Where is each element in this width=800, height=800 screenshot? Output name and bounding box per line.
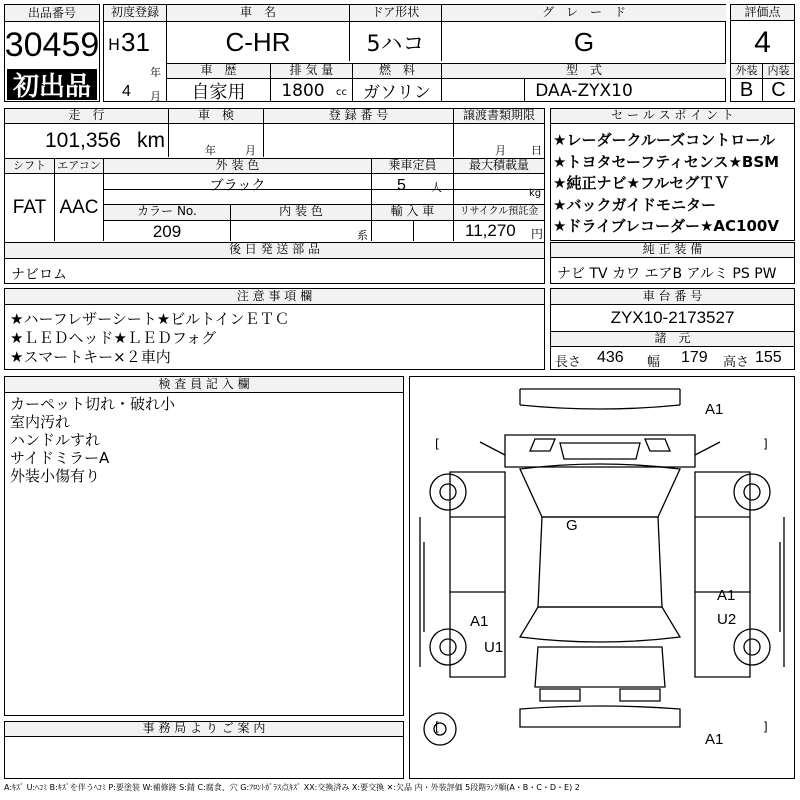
sales-points-label: セ ー ル ス ポ イ ン ト bbox=[551, 109, 794, 124]
car-diagram bbox=[410, 377, 794, 778]
notes-label: 注 意 事 項 欄 bbox=[5, 289, 544, 305]
sales-point: ★バックガイドモニター bbox=[553, 195, 716, 214]
first-reg-label: 初度登録 bbox=[104, 5, 166, 21]
header-grid bbox=[103, 4, 726, 102]
bracket-left-top: [ bbox=[435, 437, 440, 451]
year-unit: 年 bbox=[150, 66, 161, 79]
mark-left-u: U1 bbox=[484, 639, 504, 656]
door-label: ドア形状 bbox=[350, 5, 441, 21]
office-box bbox=[4, 721, 404, 779]
wheel-front-right bbox=[734, 474, 770, 510]
mileage: 101,356 bbox=[45, 129, 121, 152]
notes-list bbox=[10, 310, 290, 367]
inspection-month: 月 bbox=[245, 144, 256, 157]
ext-color: ブラック bbox=[209, 177, 266, 194]
later-parts-label: 後 日 発 送 部 品 bbox=[5, 243, 544, 258]
displacement-label: 排 気 量 bbox=[271, 64, 352, 78]
bracket-right-bottom: ] bbox=[763, 720, 768, 734]
displacement: 1800 bbox=[281, 80, 325, 101]
model-label: 型 式 bbox=[442, 64, 726, 78]
headlights bbox=[530, 439, 670, 451]
overall-score: 4 bbox=[754, 25, 771, 59]
fuel: ガソリン bbox=[363, 83, 431, 103]
sales-point: ★純正ナビ★フルセグＴＶ bbox=[553, 174, 730, 192]
air-conditioner: AAC bbox=[59, 197, 99, 218]
first-listing-badge: 初出品 bbox=[7, 69, 97, 100]
note-line: ★スマートキー×２車内 bbox=[10, 348, 171, 366]
windshield bbox=[520, 464, 680, 517]
lot-box bbox=[4, 4, 100, 102]
front-bumper-curve bbox=[520, 405, 680, 409]
chassis-number: ZYX10-2173527 bbox=[610, 308, 735, 327]
spare-tire bbox=[424, 713, 456, 745]
grille bbox=[560, 443, 640, 459]
later-parts: ナビロム bbox=[11, 267, 67, 283]
width: 179 bbox=[681, 349, 708, 366]
mark-left-a: A1 bbox=[470, 613, 489, 630]
office-label: 事 務 局 よ り ご 案 内 bbox=[5, 722, 403, 737]
grade: G bbox=[573, 27, 595, 57]
shift: FAT bbox=[12, 197, 47, 218]
wheel-front-left bbox=[430, 474, 466, 510]
ext-grade: B bbox=[739, 78, 754, 101]
left-doors bbox=[450, 517, 505, 592]
length-label: 長さ bbox=[555, 355, 582, 370]
capacity: 5 bbox=[397, 177, 406, 194]
grade-label: グ レ ー ド bbox=[442, 5, 726, 21]
doc-month: 月 bbox=[495, 144, 506, 157]
ac-label: エアコン bbox=[55, 159, 103, 173]
roof bbox=[538, 517, 662, 607]
displacement-unit: cc bbox=[336, 87, 347, 98]
shift-label: シフト bbox=[5, 159, 54, 173]
doc-deadline-label: 譲渡書類期限 bbox=[454, 109, 544, 123]
inspector-box bbox=[4, 376, 404, 716]
mirrors bbox=[480, 442, 720, 455]
mark-rear: A1 bbox=[705, 731, 724, 748]
inspector-notes bbox=[10, 395, 175, 485]
taillights bbox=[540, 689, 660, 701]
ext-grade-label: 外装 bbox=[731, 64, 762, 78]
mark-front: A1 bbox=[705, 401, 724, 418]
mark-glass: G bbox=[566, 517, 578, 534]
equipment-box bbox=[550, 242, 795, 284]
month-unit: 月 bbox=[150, 90, 161, 103]
width-label: 幅 bbox=[647, 355, 661, 370]
max-load-label: 最大積載量 bbox=[454, 159, 544, 173]
legend: A:ｷｽﾞ U:ﾍｺﾐ B:ｷｽﾞを伴うﾍｺﾐ P:要塗装 W:補修跡 S:錆 C:腐食、穴 G:ﾌﾛﾝﾄｶﾞﾗｽ点ｷｽﾞ XX:交換済み X:要交換 ✕:欠品 内・外装評価 5段階ﾗﾝｸ順(A・B・C・D・E) 2 bbox=[4, 783, 580, 792]
fuel-label: 燃 料 bbox=[353, 64, 441, 78]
int-grade-label: 内装 bbox=[763, 64, 794, 78]
model-code: DAA-ZYX10 bbox=[535, 80, 633, 101]
import-label: 輸 入 車 bbox=[372, 205, 453, 220]
bracket-right-top: ] bbox=[763, 437, 768, 451]
registration-label: 登 録 番 号 bbox=[264, 109, 453, 123]
lot-label: 出品番号 bbox=[5, 5, 99, 22]
equipment-label: 純 正 装 備 bbox=[551, 243, 794, 258]
length: 436 bbox=[597, 349, 624, 366]
header-table bbox=[4, 4, 795, 102]
history: 自家用 bbox=[191, 81, 246, 103]
bracket-left-bottom: [ bbox=[435, 720, 440, 734]
inspection-label: 車 検 bbox=[169, 109, 263, 123]
inspector-line: 外装小傷有り bbox=[10, 467, 101, 485]
front-bumper bbox=[520, 389, 680, 405]
mark-right-a: A1 bbox=[717, 587, 736, 604]
lot-number: 30459 bbox=[4, 25, 100, 64]
inspector-label: 検 査 員 記 入 欄 bbox=[5, 377, 403, 393]
inspector-line: サイドミラーA bbox=[10, 449, 110, 467]
car-name-label: 車 名 bbox=[167, 5, 349, 21]
history-label: 車 歴 bbox=[167, 64, 270, 78]
first-reg-month: 4 bbox=[122, 83, 131, 100]
car-name: C-HR bbox=[225, 27, 291, 57]
rear-window bbox=[520, 607, 680, 642]
mileage-label: 走 行 bbox=[5, 109, 168, 123]
color-no: 209 bbox=[152, 221, 182, 241]
recycle-unit: 円 bbox=[531, 227, 544, 241]
height-label: 高さ bbox=[723, 355, 750, 370]
inspector-line: 室内汚れ bbox=[10, 413, 71, 431]
inspector-line: カーペット切れ・破れ小 bbox=[10, 395, 176, 413]
sales-point: ★トヨタセーフティセンス★BSM bbox=[553, 152, 780, 171]
inspector-line: ハンドルすれ bbox=[10, 431, 101, 449]
mileage-unit: km bbox=[137, 129, 165, 152]
specs-label: 諸 元 bbox=[551, 332, 794, 346]
int-color-unit: 系 bbox=[357, 229, 368, 242]
first-reg-year: 31 bbox=[121, 27, 150, 57]
sales-point: ★レーダークルーズコントロール bbox=[553, 131, 775, 149]
load-unit: kg bbox=[529, 188, 542, 199]
inspection-year: 年 bbox=[205, 144, 216, 157]
score-label: 評価点 bbox=[731, 5, 794, 21]
rear-bumper bbox=[520, 706, 680, 727]
int-color-label: 内 装 色 bbox=[231, 205, 371, 220]
wheel-rear-left bbox=[430, 629, 466, 665]
car-diagram-box bbox=[409, 376, 795, 779]
recycle-label: リサイクル預託金 bbox=[454, 205, 544, 220]
sales-point: ★ドライブレコーダー★AC100V bbox=[553, 217, 779, 235]
wheel-rear-right bbox=[734, 629, 770, 665]
chassis-box bbox=[550, 288, 795, 370]
doc-day: 日 bbox=[531, 144, 542, 157]
capacity-label: 乗車定員 bbox=[372, 159, 453, 173]
capacity-unit: 人 bbox=[431, 181, 442, 194]
sales-points-box bbox=[550, 108, 795, 241]
mark-right-u: U2 bbox=[717, 611, 737, 628]
era: H bbox=[108, 35, 121, 54]
right-side bbox=[695, 472, 750, 677]
right-doors bbox=[695, 517, 750, 592]
trunk bbox=[535, 647, 665, 687]
vehicle-info-table bbox=[4, 108, 545, 284]
note-line: ★ＬＥＤヘッド★ＬＥＤフォグ bbox=[10, 329, 217, 347]
sales-points-list bbox=[553, 130, 779, 238]
notes-box bbox=[4, 288, 545, 370]
score-box bbox=[730, 4, 795, 102]
chassis-label: 車 台 番 号 bbox=[551, 289, 794, 305]
ext-color-label: 外 装 色 bbox=[104, 159, 371, 173]
color-no-label: カラー No. bbox=[104, 205, 230, 220]
note-line: ★ハーフレザーシート★ビルトインＥＴＣ bbox=[10, 310, 290, 328]
equipment-list: ナビ TV カワ エアB アルミ PS PW bbox=[557, 266, 777, 282]
recycle-fee: 11,270 bbox=[465, 221, 516, 240]
height: 155 bbox=[755, 349, 782, 366]
int-grade: C bbox=[771, 78, 786, 101]
door-type: 5ハコ bbox=[366, 32, 425, 57]
